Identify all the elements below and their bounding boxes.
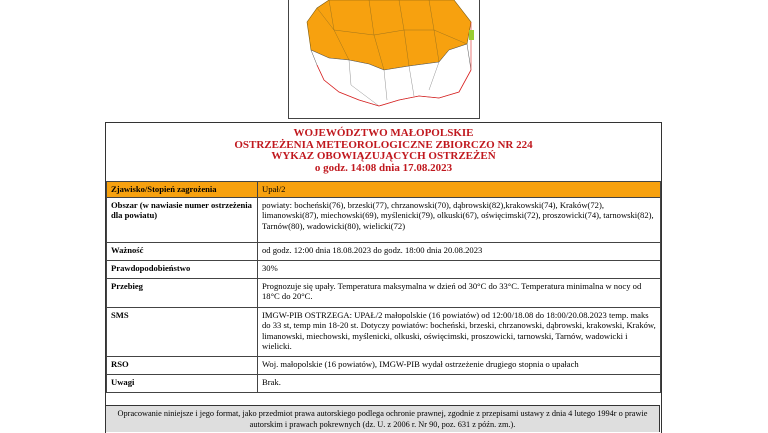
row-label: SMS bbox=[107, 307, 258, 356]
row-value: Brak. bbox=[258, 374, 661, 392]
row-label: Uwagi bbox=[107, 374, 258, 392]
row-phenomenon bbox=[107, 182, 661, 198]
header-line-3: WYKAZ OBOWIĄZUJĄCYCH OSTRZEŻEŃ bbox=[271, 150, 496, 162]
warning-map bbox=[288, 0, 480, 119]
row-value: powiaty: bocheński(76), brzeski(77), chrzanowski(70), dąbrowski(82),krakowski(74), Kraków(72), limanowski(87), miechowski(69), myślenicki(79), olkuski(67), oświęcimski(72), proszowicki(74), tarnowski(82), Tarnów(80), wadowicki(80), wielicki(72) bbox=[258, 197, 661, 242]
row-label: Zjawisko/Stopień zagrożenia bbox=[107, 182, 258, 198]
header-line-1: WOJEWÓDZTWO MAŁOPOLSKIE bbox=[293, 127, 474, 139]
row-label: Przebieg bbox=[107, 278, 258, 307]
warning-table bbox=[106, 181, 661, 393]
header-line-4: o godz. 14:08 dnia 17.08.2023 bbox=[314, 161, 453, 174]
row-rso bbox=[107, 356, 661, 374]
row-value: od godz. 12:00 dnia 18.08.2023 do godz. 18:00 dnia 20.08.2023 bbox=[258, 242, 661, 260]
row-value: Prognozuje się upały. Temperatura maksymalna w dzień od 30°C do 33°C. Temperatura minimalna w nocy od 18°C do 20°C. bbox=[258, 278, 661, 307]
copyright-footer: Opracowanie niniejsze i jego format, jako przedmiot prawa autorskiego podlega ochronie prawnej, zgodnie z przepisami ustawy z dnia 4 lutego 1994r o prawie autorskim i prawach pokrewnych (dz. U. z 2006 r. Nr 90, poz. 631 z późn. zm.). bbox=[105, 405, 660, 432]
warning-header bbox=[106, 123, 661, 181]
row-probability bbox=[107, 260, 661, 278]
map-graphic bbox=[289, 0, 479, 118]
row-label: Obszar (w nawiasie numer ostrzeżenia dla powiatu) bbox=[107, 197, 258, 242]
row-validity bbox=[107, 242, 661, 260]
neighbour-region bbox=[469, 30, 474, 40]
row-sms bbox=[107, 307, 661, 356]
row-value: Upał/2 bbox=[258, 182, 661, 198]
warning-panel bbox=[105, 122, 662, 433]
row-label: RSO bbox=[107, 356, 258, 374]
header-line-2: OSTRZEŻENIA METEOROLOGICZNE ZBIORCZO NR 224 bbox=[234, 138, 533, 151]
row-value: 30% bbox=[258, 260, 661, 278]
row-value: IMGW-PIB OSTRZEGA: UPAŁ/2 małopolskie (16 powiatów) od 12:00/18.08 do 18:00/20.08.2023 temp. maks do 33 st, temp min 18-20 st. Dotyczy powiatów: bocheński, brzeski, chrzanowski, dąbrowski, krakowski, Kraków, limanowski, miechowski, myślenicki, olkuski, oświęcimski, proszowicki, tarnowski, Tarnów, wadowicki i wielicki. bbox=[258, 307, 661, 356]
row-remarks bbox=[107, 374, 661, 392]
row-value: Woj. małopolskie (16 powiatów), IMGW-PIB wydał ostrzeżenie drugiego stopnia o upałach bbox=[258, 356, 661, 374]
row-label: Prawdopodobieństwo bbox=[107, 260, 258, 278]
row-label: Ważność bbox=[107, 242, 258, 260]
row-area bbox=[107, 197, 661, 242]
row-course bbox=[107, 278, 661, 307]
